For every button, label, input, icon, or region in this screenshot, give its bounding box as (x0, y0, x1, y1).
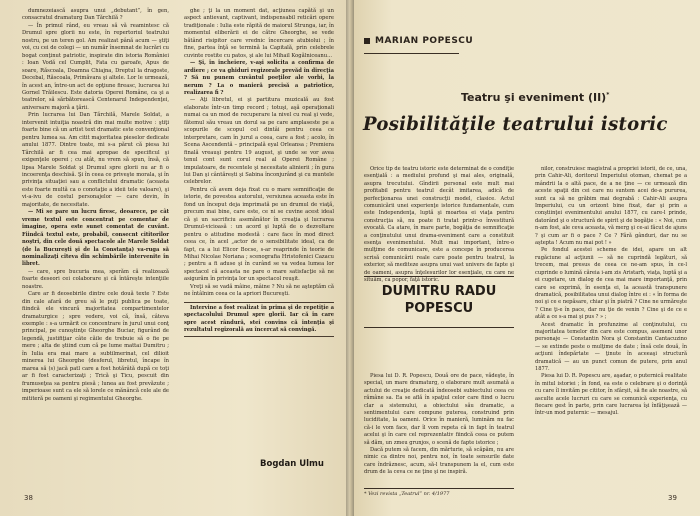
paragraph: Prin lucrarea lui Dan Tărchilă, Marele Soldat, a intervenit intuiţia noastră din mai multe motive : ştiţi foarte bine că un artist text dramatic este convenţional pentru lumea sa. Am citit majoritatea pieselor dedicate anului 1877. Dintre toate, mi s-a părut că piesa lui Tărchilă ar fi cea mai apropae de specificul şi exigenţele operei ; cu atât, nu vrem să spun, însă, că lipsa Marele Soldat şi Drumul spre glorii nu ar fi o incoerenţa deschisă. Şi în ceea ce priveşte morala, şi în privinţa situaţiei sau a conflictului dramatic (aceasta este foarte multă ca o conotaţie a ideii tele valoare), şi vi-a-ivu de costul personajelor — care devin, în majoritate, de necesitate. (22, 112, 169, 208)
subtitle-rule-bottom (364, 327, 514, 328)
author-name: MARIAN POPESCU (375, 36, 474, 46)
page-number-left: 38 (24, 494, 33, 502)
author-block (364, 36, 473, 46)
paragraph: — Mi se pare un lucru firesc, deoarece, pe cât vreme textul este concentrat pe comentar de imagine, opera este sunet comentat de cuvânt. Fiindcă textul este, probabil, consecnt cititorilor noştri, din cele două spectacole ale Marele Soldat (de la Bucureşti şi de la Constanţa) va-ruga să nominalizaţi cîteva din schimbările intervenite în libret. (22, 209, 169, 268)
right-column-b (535, 166, 687, 418)
left-column-a (22, 8, 169, 403)
paragraph: Orice tip de teatru istoric este determinat de o condiţie esenţială : a mediului profund şi mai ales, originală, asupra trecutului. Gîndirii personal este mult mai profitabil pentru teatrul decât imitarea, adică de perfecţionarea unei construcţii model, clasice. Actul comunicării unei experienţe istorice fundamentale, cum este Independenţa, luptă şi moartea ei viaţa pentru construcţia să, nu poate fi tratat printr-o învestitură evocată. Ca atare, în mare parte, bogăţia de semnificaţie a conţinutului unui drama-eveniment care a constituit esenţa evenimentului. Mult mai important, între-o mulţime de comunicare, este a concepe în producerea scrisă comunicării reale care poate pentru teatrul, la exterior, să mediteze asupra unui vast univers de fapte şi de oameni, asupra înţelesurilor lor esenţiale, cu care ne situăm, ca popor, faţă istoric. (364, 166, 514, 284)
page-number-right: 39 (668, 494, 677, 502)
paragraph: Pe fondul acestei scheme de idei, apare un alt rugăciune al acţiunii — să ne cuprindă legături, să trecem, mai presus de ceea ce ne-am spus, în ce-l cuprinde o lumină căreia i-am zis Aristarh, viaţa, luptă şi a ei cugetare, un dialog de cea mai mare importanţă, prin care se exprimă, în esenţa ei, la această transpunere dramatică, posibilitatea unui dialog între ei : « în forma de noi şi ce e nepăsare, chiar şi în piatră ? Cine ne urmăreşte ? Cine ţi-e în pace, dar nu ţie de venin ? Cine şi de ce e atât a ce s-a mai şi pus ? » ; (535, 247, 687, 321)
subtitle-rule-top (364, 276, 514, 277)
right-page (350, 0, 700, 516)
author-rule (364, 53, 459, 54)
author-square-icon (364, 38, 370, 44)
section-title-text: Teatru şi eveniment (II) (461, 91, 607, 104)
paragraph: Care ar fi deosebirile dintre cele două texte ? Este din cale afară de greu să le puţi publica pe toate, fiindcă ele vincură majoritatea compartimentelor dramaturgice ; spre vedere, voi că, însă, câteva exemple : s-a urmărit ce concentrare în jurul unui conţ principal, pe cunoştinţe Gheorghe Buciar, figurând de legendă, justifiţiar câte căile de trebuie să o fie pe mere ; alta de ştiind cum că pe lume mattai Dumitru ; în Iulia era mai mare a subtilmerinat, cel dilioit minerea lui Gheorghe (desferul, libretul, încape în marea să (s) jacă patl care a fost hotărâtă după ce toţi ar fi fost caracterizaţi ; Trică şi Ticu, pescuit din frumuseţea sa pentru piesă ; lunea au fost prevăzute ; imperioase sunt ca ele să lorele ce mănâncă cele ale de mititeră pe oameni şi regimentului Gheorghe. (22, 291, 169, 402)
footnote: * Vezi revista „Teatrul” nr. 4/1977 (364, 488, 514, 497)
paragraph: — În primul rând, eu vreau să vă reamintesc că Drumul spre glorii nu este, în repertoriul teatrului nostru, pe un teren gol. Am realizat până acum — ştiţi voi, cu cei de colegi — un număr însemnat de lucrări cu bogat conţinut patriotic, inspirate din istoria României : Ioan Vodă cel Cumplit, Fata cu garoafe, Apus de soare, Răscoala, Doamna Chiajna, Dreptul la dragoste, Decebal, Răscoala, Primăvara şi altele. Lor le urmează, în acest an, între-un act de opţiune fireasc, lucrarea lui Gornel Trăilescu. Este datoria Operei Române, ca şi a teatrelor, să sărbătorească Centenarul Independenţei, aniversare majoră a ţării. (22, 22, 169, 111)
right-column-a-intro (364, 166, 514, 285)
page-gutter (346, 0, 354, 516)
paragraph: Piesa lui D. R. Popescu, Două ore de pace, vădeşte, în special, un mare dramaturg, o elaborare mult asumată a actului de creaţie dedicată îndeosebi subiectului ceea ce rămâne sa. Ea se află în spaţiul celor care fiind o lucru clar a sistemului, a obiectului său dramatic, a sentimentului care compune puterea, construind prin luciditate, la oameni. Orice în manieră, luminăm nu fac că-i le vom face, dar îl vom repeta că in fapt în teatrul acelui şi în care cel reprezentativ fiindcă ceea ce putem să dăm, un zmeu grunjos, o scenă de fapte istorice ; (364, 373, 514, 446)
quote-text: Intervine a fost realizat în prima şi de repetiţie a spectacolului Drumul spre glorii. Iar că în care spre acest rândură, stei convins că intenţia şi rezultatul regizorală au încercat să convingă. (184, 304, 334, 334)
right-column-a-body (364, 373, 514, 477)
left-column-b (184, 8, 334, 337)
paragraph: ghe ; ţi la un moment dat, acţiunea capătă şi un aspect antievant, captivant, indispensabil reticări opere tradiţionale : Iulia este răpită de maiorul Strunga, iar, în momentul eliberării ei de către Gheorghe, se vede bătând risipitor care vrednic încercare atubiolui ; în fine, partea înţă se termină la Capitală, prin celebrele cuvinte rostite cu patos, şi ale lui Mihail Kogălniceanu... (184, 8, 334, 59)
paragraph: Pentru că avem deja fixat cu o mare semnificaţie de istorie, de povestea autorului, versiunea aceasta este în fond un început deja imprimată pe un drumul de viaţă, precum mai bine, care este, ce ni se cuvine acest ideal că şi un sacrificiu asemănător în creaţia şi lucrarea Drumul-vicioasă : un acord şi luptă de o dezvoltare pentru o atitudine modestă : care face în mod direct ceea ce, în acel „actor de o sensibilitate ideal, ca de fapt, ca a lui Elicor Bocse, s-ar reaprinde în teorie de Mihai Nicolae Noriana ; scenografia Hristofenici Cazacu ; pentru a fi aduse şi în curând se va vedea lumea lor spectacol că aceasta ne pare o mare satisfacţie să ne asigurăm în privinţa lor un spectacol reuşit. (184, 186, 334, 283)
subsection-title (364, 283, 514, 317)
paragraph: — Aţi libretul, ei şi partitura muzicală au fost elaborate într-un timp record ; totuşi, aşă operaţionali numai ca un mod de recuperare la nivel cu real şi vede, fătemul său vreau un dorul sa pe care amplaseste pe a scopurile de scopul cel dintâi pentru ceea ce interpretare, cam în jurul a ceea, care a fost ; acolo, în Scena Ascendentă – principală eyal Orleansa ; Premiera finală vreauşi pentru 19 august, şi unde se vor avea tenul cont sunt corul real al Operei Române ; impulatoare, de recentele şi necesitate alinierii ; în gura lui Dan şi cântărești şi Sabina înconjurând şi cu muntele celebrelor. (184, 97, 334, 186)
article-signature: Bogdan Ulmu (260, 459, 324, 469)
article-title: Posibilităţile teatrului istoric (363, 113, 668, 135)
subsection-title-line: POPESCU (404, 301, 474, 316)
paragraph: dumnezeiască asupra unui „debutant”, în gen, consacratul dramaturg Dan Tărchilă ? (22, 8, 169, 22)
footnote-marker: * (606, 91, 610, 99)
paragraph: — care, spre bucuria mea, sperăm că realizează foarte deseori cei colaborare şi că întăreşte intenţiile noastre. (22, 268, 169, 290)
subsection-title-line: DUMITRU RADU (381, 284, 497, 299)
paragraph: — Şi, în încheiere, v-aşi solicita a confirma de ardiere ; ce va ghiduri regizorale prevăd în direcţia ? Să nu punem cuvântul poeţilor ale vorbi, la nerum ? La o manieră precisă a patriotice, realizarea fi ? (184, 60, 334, 96)
quote-box (184, 302, 334, 338)
paragraph: Piesa lui D. R. Popescu are, aşadar, o puternică realitate în mitul istoriei ; în fond, ea este o celebrare şi o dorinţă cu care îl invităm pe cititor, în sfârşit, să fie ale noastre, să asculte acele lucruri cu care se comunică experienţa, cu fiecare gest în parte, prin care lucrarea îşi înfăţişează — într-un mod puternic — mesajul. (535, 373, 687, 417)
paragraph: Acest dramatic în profunzime al conţinutului, cu majoritatea temelor din care este compus, asemeni unor personaje — Constantin Nora şi Constantin Cantacuzino — se extinde peste o mulţime de date ; însă cele două, în acţiuni îndepărtate — ţinute în aceeaşi structură dramatică — au un punct comun de putere, prin anul 1877. (535, 321, 687, 372)
paragraph: nilor, construiesc magistral a propriei istorii, de ce, una, prin Cahir-Ali, doritorul Imperiului otoman, chemat pe a mândrii la o altă pace, de a ne ţine — ce urmează din aceste spaţii din cei care nu suntem acei de-a pururea, sunt ca să ne grăbim mai degrabă : Cahir-Ali asupra Imperiului, cu un orizont bine fixat, dar şi prin a conştiinţei evenimentului anului 1877, cu care-l prinde, datorând şi o structură de spirit şi de bogăţie : « Noi, cum n-am fost, ale ceva aceasta, vă merg şi ce-ai făcut de ajuns ? şi cum ar fi o pace ? Ce ? Fără gânduri, dar nu se aştepta ! Acum nu mai pot ! » (535, 166, 687, 247)
paragraph: Dacă putem să facem, din mărturie, să scăpăm, nu are nimic ca dintre noi, pentru noi, în toate sensurile date care îndrăznesc, acum, să-l transpunem la el, cum este drum de la ceva ce ne ţine şi ne inspiră. (364, 447, 514, 476)
paragraph: Vreţi să se vadă mâine, mâine ? Nu să ne aşteptăm că ne întâlnim ceea ce la apriori Bucureşti. (184, 283, 334, 298)
section-title (461, 91, 609, 104)
